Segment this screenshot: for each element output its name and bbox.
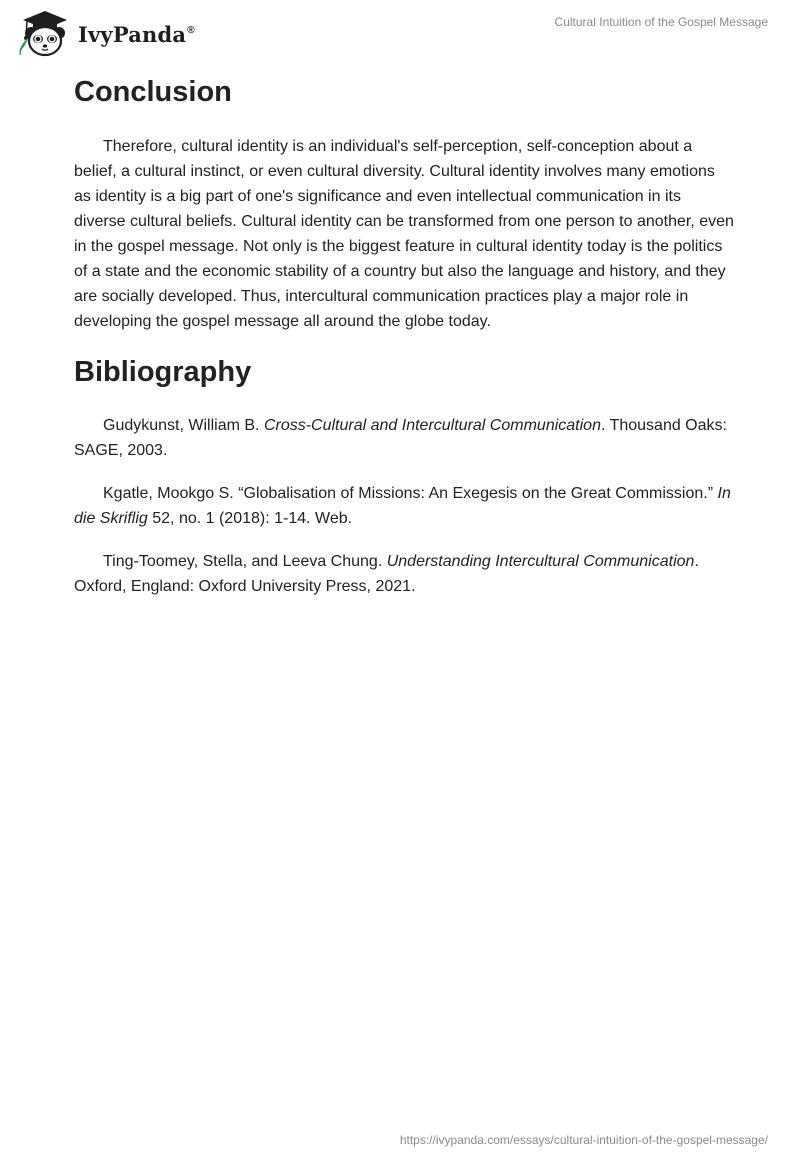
bibliography-entry-title: Cross-Cultural and Intercultural Communication bbox=[263, 417, 601, 434]
bibliography-heading: Bibliography bbox=[74, 356, 252, 388]
document-body bbox=[74, 70, 734, 599]
bibliography-entry-title: Understanding Intercultural Communication bbox=[386, 553, 695, 570]
conclusion-paragraph: Therefore, cultural identity is an individual's self-perception, self-conception about a belief, a cultural instinct, or even cultural diversity. Cultural identity involves many emotions as identity is a big part of one's significance and even intellectual communication in its diverse cultural beliefs. Cultural identity can be transformed from one person to another, even in the gospel message. Not only is the biggest feature in cultural identity today is the politics of a state and the economic stability of a country but also the language and history, and they are socially developed. Thus, intercultural communication practices play a major role in developing the gospel message all around the globe today. bbox=[74, 138, 734, 330]
ivypanda-logo[interactable] bbox=[14, 8, 214, 58]
bibliography-entry: Gudykunst, William B. Cross-Cultural and Intercultural Communication. Thousand Oaks: SAGE, 2003. bbox=[74, 417, 727, 459]
bibliography-entry: Ting-Toomey, Stella, and Leeva Chung. Understanding Intercultural Communication. Oxford, England: Oxford University Press, 2021. bbox=[74, 553, 699, 595]
source-url[interactable]: https://ivypanda.com/essays/cultural-intuition-of-the-gospel-message/ bbox=[399, 1133, 768, 1147]
logo-text: IvyPanda® bbox=[78, 21, 195, 47]
panda-graduate-icon bbox=[14, 8, 76, 58]
running-title: Cultural Intuition of the Gospel Message bbox=[554, 15, 768, 29]
bibliography-entry: Kgatle, Mookgo S. “Globalisation of Missions: An Exegesis on the Great Commission.” In die Skriflig 52, no. 1 (2018): 1-14. Web. bbox=[74, 485, 731, 527]
bibliography-entry-title: In die Skriflig bbox=[74, 485, 731, 527]
conclusion-heading: Conclusion bbox=[74, 76, 232, 108]
page-header bbox=[0, 0, 800, 60]
